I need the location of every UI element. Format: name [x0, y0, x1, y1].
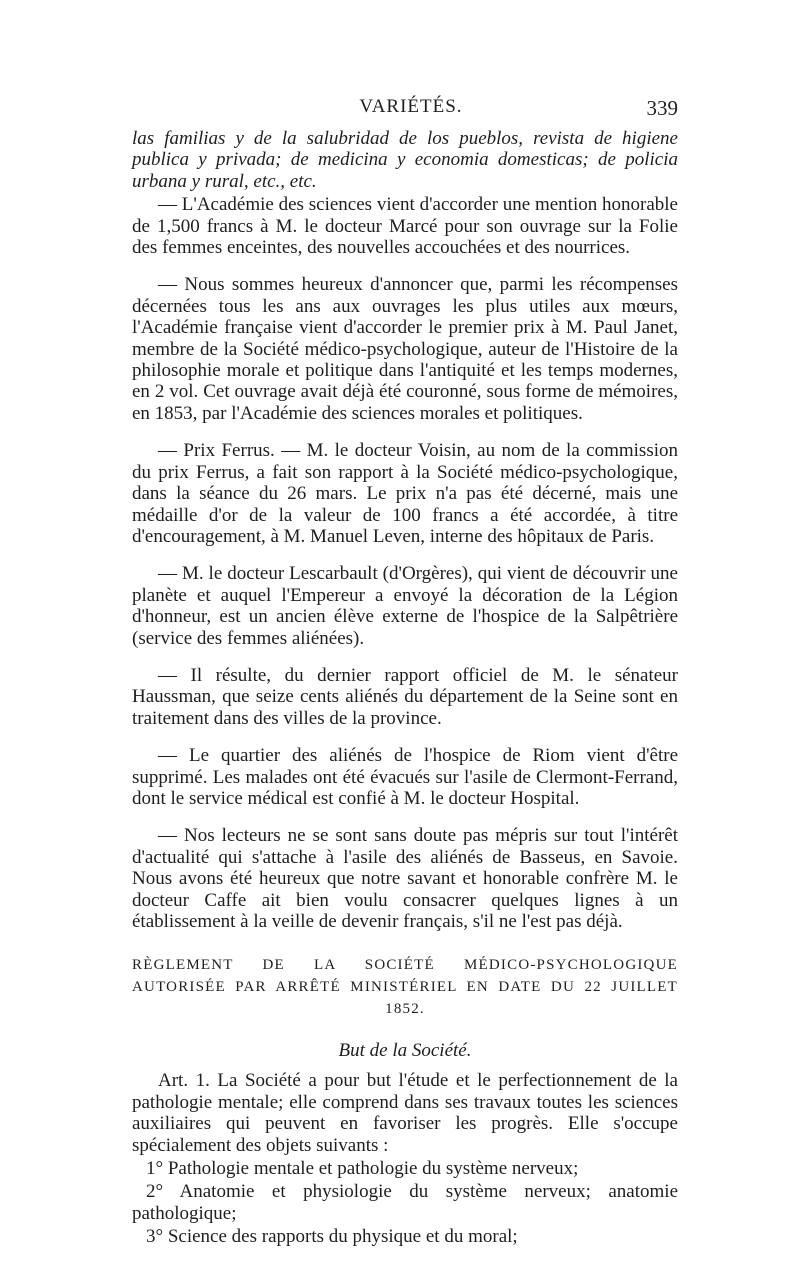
header-title: VARIÉTÉS.	[359, 96, 463, 117]
list-item: 1° Pathologie mentale et pathologie du système nerveux;	[146, 1158, 579, 1180]
objects-list	[132, 1158, 678, 1248]
paragraph: — Nous sommes heureux d'annoncer que, parmi les récompenses décernées tous les ans aux ouvrages les plus utiles aux mœurs, l'Académie française vient d'accorder le premier prix à M. Paul Janet, membre de la Société médico-psychologique, auteur de l'Histoire de la philosophie morale et politique dans l'antiquité et les temps modernes, en 2 vol. Cet ouvrage avait déjà été couronné, sous forme de mémoires, en 1853, par l'Académie des sciences morales et politiques.	[132, 274, 678, 424]
list-item: 2° Anatomie et physiologie du système nerveux; anatomie pathologique;	[132, 1181, 678, 1224]
paragraph: — M. le docteur Lescarbault (d'Orgères), qui vient de découvrir une planète et auquel l'Empereur a envoyé la décoration de la Légion d'honneur, est un ancien élève externe de l'hospice de la Salpêtrière (service des femmes aliénées).	[132, 563, 678, 649]
body-text	[132, 128, 678, 932]
page-number: 339	[646, 96, 678, 120]
running-header	[132, 92, 678, 128]
list-item: 3° Science des rapports du physique et du moral;	[146, 1226, 518, 1248]
paragraph: — L'Académie des sciences vient d'accorder une mention honorable de 1,500 francs à M. le docteur Marcé pour son ouvrage sur la Folie des femmes enceintes, des nouvelles accouchées et des nourrices.	[132, 194, 678, 259]
paragraph: — Prix Ferrus. — M. le docteur Voisin, au nom de la commission du prix Ferrus, a fait son rapport à la Société médico-psychologique, dans la séance du 26 mars. Le prix n'a pas été décerné, mais une médaille d'or de la valeur de 100 francs a été accordée, à titre d'encouragement, à M. Manuel Leven, interne des hôpitaux de Paris.	[132, 440, 678, 547]
paragraph: — Nos lecteurs ne se sont sans doute pas mépris sur tout l'intérêt d'actualité qui s'attache à l'asile des aliénés de Basseus, en Savoie. Nous avons été heureux que notre savant et honorable confrère M. le docteur Caffe ait bien voulu consacrer quelques lignes à un établissement à la veille de devenir français, s'il ne l'est pas déjà.	[132, 825, 678, 932]
paragraph: — Le quartier des aliénés de l'hospice de Riom vient d'être supprimé. Les malades ont été évacués sur l'asile de Clermont-Ferrand, dont le service médical est confié à M. le docteur Hospital.	[132, 745, 678, 809]
paragraph: las familias y de la salubridad de los pueblos, revista de higiene publica y privada; de medicina y economia domesticas; de policia urbana y rural, etc., etc.	[132, 128, 678, 192]
section-subtitle: But de la Société.	[338, 1040, 472, 1062]
article-1: Art. 1. La Société a pour but l'étude et le perfectionnement de la pathologie mentale; elle comprend dans ses travaux toutes les sciences auxiliaires qui peuvent en favoriser les progrès. Elle s'occupe spécialement des objets suivants :	[132, 1070, 678, 1156]
paragraph: — Il résulte, du dernier rapport officiel de M. le sénateur Haussman, que seize cents aliénés du département de la Seine sont en traitement dans des villes de la province.	[132, 664, 678, 729]
section-title: RÈGLEMENT DE LA SOCIÉTÉ MÉDICO-PSYCHOLOGIQUE AUTORISÉE PAR ARRÊTÉ MINISTÉRIEL EN DATE DU 22 JUILLET 1852.	[132, 957, 678, 1018]
